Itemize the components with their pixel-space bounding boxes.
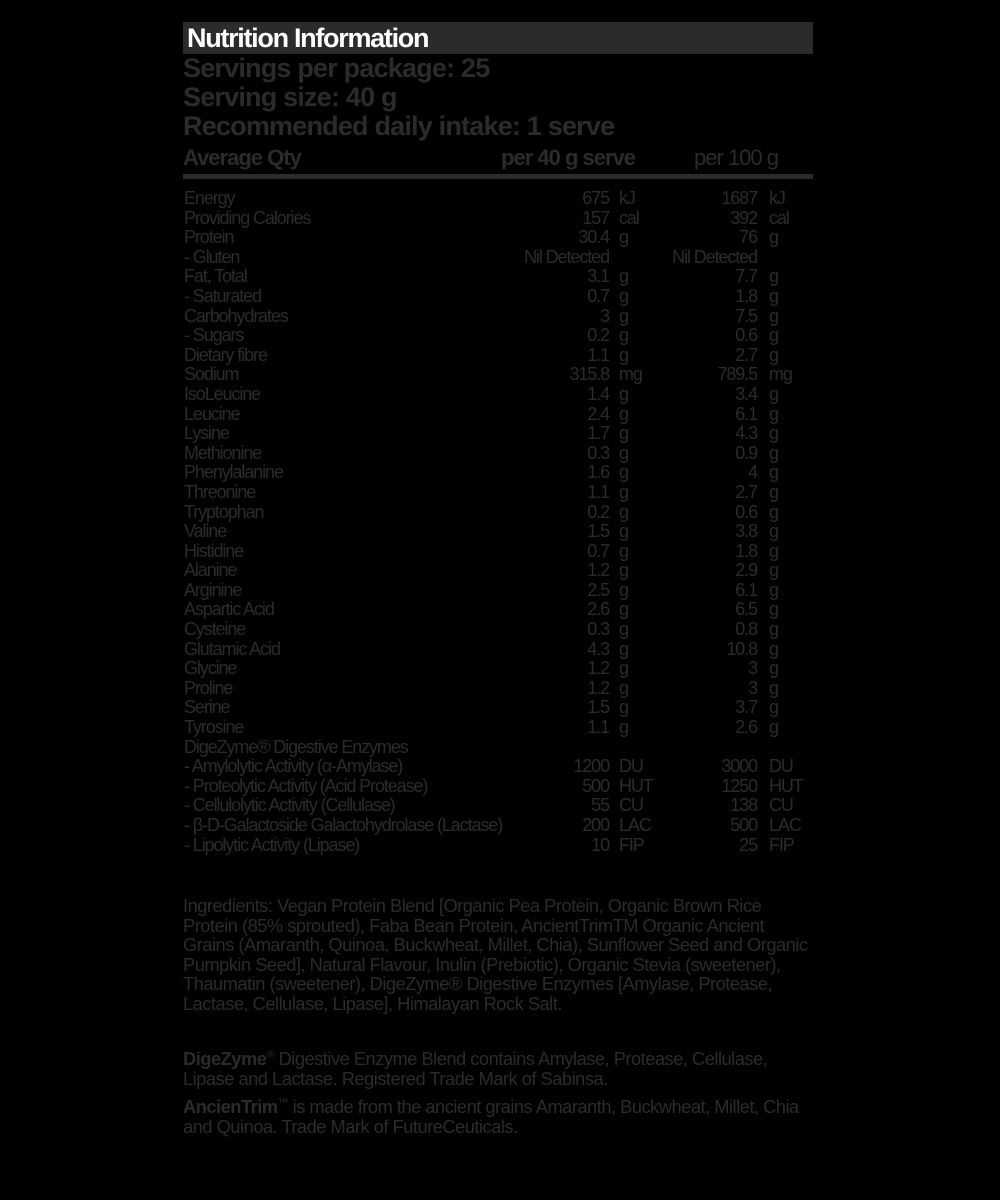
per-serve-value: 55 bbox=[591, 795, 609, 816]
per-100g-value: Nil Detected bbox=[672, 246, 757, 267]
per-serve-value: 500 bbox=[582, 775, 609, 796]
per-100g-value: 3000 bbox=[721, 756, 757, 777]
table-row bbox=[183, 267, 813, 287]
nutrient-name: Carbohydrates bbox=[184, 305, 288, 326]
per-100g-unit: g bbox=[769, 462, 778, 483]
table-row bbox=[183, 581, 813, 601]
table-row bbox=[183, 385, 813, 405]
per-100g-value: 7.5 bbox=[735, 305, 757, 326]
per-serve-value: 3 bbox=[600, 305, 609, 326]
nutrient-name: IsoLeucine bbox=[184, 383, 261, 404]
per-serve-value: 315.8 bbox=[569, 364, 609, 385]
table-row bbox=[183, 561, 813, 581]
per-serve-unit: g bbox=[619, 677, 628, 698]
table-row bbox=[183, 248, 813, 268]
table-row bbox=[183, 228, 813, 248]
per-serve-value: 1.2 bbox=[587, 658, 609, 679]
table-header bbox=[183, 143, 813, 173]
table-row bbox=[183, 679, 813, 699]
nutrient-name: Providing Calories bbox=[184, 207, 311, 228]
per-serve-unit: mg bbox=[619, 364, 642, 385]
table-row bbox=[183, 836, 813, 856]
servings-per-package: Servings per package: 25 bbox=[183, 53, 490, 83]
per-100g-unit: kJ bbox=[769, 188, 785, 208]
per-serve-value: 0.2 bbox=[587, 501, 609, 522]
per-serve-unit: DU bbox=[619, 756, 643, 777]
nutrient-name: Alanine bbox=[184, 560, 237, 581]
nutrient-name: Lysine bbox=[184, 423, 229, 444]
table-row bbox=[183, 659, 813, 679]
per-100g-unit: g bbox=[769, 717, 778, 738]
per-serve-value: 30.4 bbox=[578, 227, 609, 248]
nutrient-name: Glutamic Acid bbox=[184, 638, 280, 659]
nutrient-name: Proline bbox=[184, 677, 233, 698]
table-row bbox=[183, 640, 813, 660]
nutrient-name: Sodium bbox=[184, 364, 239, 385]
table-row bbox=[183, 444, 813, 464]
nutrition-panel bbox=[183, 22, 813, 855]
per-serve-unit: g bbox=[619, 521, 628, 542]
per-serve-value: 0.7 bbox=[587, 540, 609, 561]
per-serve-value: 1.5 bbox=[587, 521, 609, 542]
per-serve-value: 1.5 bbox=[587, 697, 609, 718]
per-100g-value: 6.1 bbox=[735, 579, 757, 600]
per-100g-unit: g bbox=[769, 344, 778, 365]
per-serve-unit: g bbox=[619, 285, 628, 306]
per-100g-value: 3.8 bbox=[735, 521, 757, 542]
table-row bbox=[183, 463, 813, 483]
per-100g-unit: g bbox=[769, 501, 778, 522]
table-row bbox=[183, 757, 813, 777]
per-100g-unit: g bbox=[769, 697, 778, 718]
ancientrim-note-text: is made from the ancient grains Amaranth, Buckwheat, Millet, Chia and Quinoa. Trade Mark of FutureCeuticals. bbox=[183, 1096, 799, 1137]
per-serve-unit: g bbox=[619, 560, 628, 581]
header-per-serve: per 40 g serve bbox=[501, 145, 635, 170]
per-serve-value: 1.2 bbox=[587, 560, 609, 581]
per-100g-value: 0.9 bbox=[735, 442, 757, 463]
nutrient-name: Methionine bbox=[184, 442, 262, 463]
per-serve-unit: g bbox=[619, 501, 628, 522]
table-row bbox=[183, 542, 813, 562]
per-serve-unit: g bbox=[619, 383, 628, 404]
table-row bbox=[183, 287, 813, 307]
table-row bbox=[183, 209, 813, 229]
per-100g-value: 4.3 bbox=[735, 423, 757, 444]
nutrient-name: Energy bbox=[184, 188, 235, 208]
serving-size: Serving size: 40 g bbox=[183, 82, 397, 112]
per-serve-unit: g bbox=[619, 305, 628, 326]
per-100g-unit: g bbox=[769, 325, 778, 346]
nutrient-name: Tyrosine bbox=[184, 717, 244, 738]
nutrient-name: Threonine bbox=[184, 481, 256, 502]
per-serve-value: 157 bbox=[582, 207, 609, 228]
per-serve-unit: g bbox=[619, 403, 628, 424]
per-serve-unit: g bbox=[619, 344, 628, 365]
nutrient-name: Dietary fibre bbox=[184, 344, 267, 365]
per-100g-value: 1687 bbox=[721, 188, 757, 208]
nutrient-name: Serine bbox=[184, 697, 230, 718]
per-100g-value: 7.7 bbox=[735, 266, 757, 287]
table-row bbox=[183, 365, 813, 385]
nutrient-name: Cysteine bbox=[184, 619, 246, 640]
per-serve-unit: g bbox=[619, 266, 628, 287]
per-100g-unit: g bbox=[769, 305, 778, 326]
table-row bbox=[183, 346, 813, 366]
per-serve-unit: g bbox=[619, 599, 628, 620]
per-100g-unit: g bbox=[769, 403, 778, 424]
per-serve-value: 1.1 bbox=[587, 344, 609, 365]
nutrient-name: - Amylolytic Activity (α-Amylase) bbox=[184, 756, 403, 777]
table-row bbox=[183, 503, 813, 523]
digezyme-note-text: Digestive Enzyme Blend contains Amylase, Protease, Cellulase, Lipase and Lactase. Registered Trade Mark of Sabinsa. bbox=[183, 1048, 768, 1089]
per-serve-value: 1.7 bbox=[587, 423, 609, 444]
title-bar bbox=[183, 22, 813, 54]
per-100g-unit: FIP bbox=[769, 834, 794, 855]
per-100g-unit: g bbox=[769, 658, 778, 679]
nutrient-name: Arginine bbox=[184, 579, 242, 600]
per-serve-unit: HUT bbox=[619, 775, 653, 796]
per-100g-value: 76 bbox=[739, 227, 757, 248]
per-100g-value: 3.7 bbox=[735, 697, 757, 718]
per-100g-value: 392 bbox=[730, 207, 757, 228]
per-serve-unit: g bbox=[619, 579, 628, 600]
per-serve-value: 4.3 bbox=[587, 638, 609, 659]
per-serve-unit: cal bbox=[619, 207, 639, 228]
per-100g-value: 25 bbox=[739, 834, 757, 855]
per-serve-unit: g bbox=[619, 481, 628, 502]
per-100g-value: 0.6 bbox=[735, 501, 757, 522]
per-serve-unit: g bbox=[619, 619, 628, 640]
per-100g-unit: CU bbox=[769, 795, 793, 816]
per-serve-value: 0.3 bbox=[587, 442, 609, 463]
per-100g-unit: g bbox=[769, 266, 778, 287]
table-row bbox=[183, 718, 813, 738]
per-serve-unit: g bbox=[619, 638, 628, 659]
nutrient-name: Fat, Total bbox=[184, 266, 247, 287]
per-100g-value: 2.9 bbox=[735, 560, 757, 581]
per-100g-unit: cal bbox=[769, 207, 789, 228]
per-serve-value: 1200 bbox=[573, 756, 609, 777]
nutrient-name: Glycine bbox=[184, 658, 237, 679]
per-100g-value: 6.5 bbox=[735, 599, 757, 620]
per-serve-unit: g bbox=[619, 540, 628, 561]
per-100g-unit: g bbox=[769, 423, 778, 444]
trademark-mark: ™ bbox=[277, 1096, 289, 1109]
per-100g-value: 3 bbox=[748, 677, 757, 698]
table-row bbox=[183, 698, 813, 718]
per-100g-unit: g bbox=[769, 638, 778, 659]
nutrient-table bbox=[183, 189, 813, 855]
per-serve-value: Nil Detected bbox=[524, 246, 609, 267]
nutrient-name: Aspartic Acid bbox=[184, 599, 274, 620]
per-100g-value: 1.8 bbox=[735, 285, 757, 306]
per-serve-unit: g bbox=[619, 227, 628, 248]
table-row bbox=[183, 796, 813, 816]
per-100g-unit: g bbox=[769, 442, 778, 463]
nutrient-name: Tryptophan bbox=[184, 501, 264, 522]
digezyme-note bbox=[183, 1049, 818, 1088]
table-row bbox=[183, 326, 813, 346]
per-100g-value: 10.8 bbox=[726, 638, 757, 659]
recommended-intake: Recommended daily intake: 1 serve bbox=[183, 111, 615, 141]
table-row bbox=[183, 189, 813, 209]
nutrient-name: - Sugars bbox=[184, 325, 244, 346]
per-serve-value: 0.7 bbox=[587, 285, 609, 306]
per-serve-unit: g bbox=[619, 325, 628, 346]
per-serve-value: 2.5 bbox=[587, 579, 609, 600]
per-100g-unit: g bbox=[769, 481, 778, 502]
table-row bbox=[183, 522, 813, 542]
header-average-qty: Average Qty bbox=[183, 145, 301, 170]
nutrient-name: Protein bbox=[184, 227, 234, 248]
per-100g-unit: g bbox=[769, 540, 778, 561]
table-row bbox=[183, 600, 813, 620]
per-serve-value: 10 bbox=[591, 834, 609, 855]
header-per-100g: per 100 g bbox=[694, 145, 778, 170]
per-100g-value: 4 bbox=[748, 462, 757, 483]
per-100g-value: 1.8 bbox=[735, 540, 757, 561]
per-100g-value: 2.7 bbox=[735, 344, 757, 365]
nutrient-name: - Proteolytic Activity (Acid Protease) bbox=[184, 775, 428, 796]
per-100g-value: 500 bbox=[730, 815, 757, 835]
per-serve-value: 0.3 bbox=[587, 619, 609, 640]
ancientrim-note bbox=[183, 1097, 818, 1136]
per-100g-unit: HUT bbox=[769, 775, 803, 796]
per-100g-value: 789.5 bbox=[717, 364, 757, 385]
per-serve-value: 2.4 bbox=[587, 403, 609, 424]
per-serve-value: 1.4 bbox=[587, 383, 609, 404]
nutrient-name: Leucine bbox=[184, 403, 240, 424]
per-100g-value: 138 bbox=[730, 795, 757, 816]
per-serve-unit: LAC bbox=[619, 815, 651, 835]
per-100g-value: 1250 bbox=[721, 775, 757, 796]
per-100g-unit: g bbox=[769, 579, 778, 600]
per-serve-value: 1.1 bbox=[587, 717, 609, 738]
registered-mark: ® bbox=[266, 1048, 274, 1061]
per-100g-value: 2.6 bbox=[735, 717, 757, 738]
per-100g-value: 0.8 bbox=[735, 619, 757, 640]
nutrient-name: - Gluten bbox=[184, 246, 240, 267]
panel-title: Nutrition Information bbox=[187, 23, 429, 53]
nutrient-name: - β-D-Galactoside Galactohydrolase (Lactase) bbox=[184, 815, 503, 835]
table-row bbox=[183, 483, 813, 503]
per-100g-value: 3 bbox=[748, 658, 757, 679]
per-serve-value: 1.6 bbox=[587, 462, 609, 483]
per-100g-unit: g bbox=[769, 619, 778, 640]
per-serve-value: 0.2 bbox=[587, 325, 609, 346]
per-serve-value: 3.1 bbox=[587, 266, 609, 287]
nutrient-name: Valine bbox=[184, 521, 227, 542]
nutrient-name: - Cellulolytic Activity (Cellulase) bbox=[184, 795, 395, 816]
per-100g-unit: mg bbox=[769, 364, 792, 385]
per-serve-value: 200 bbox=[582, 815, 609, 835]
per-100g-unit: g bbox=[769, 560, 778, 581]
nutrient-name: DigeZyme® Digestive Enzymes bbox=[184, 736, 408, 757]
ingredients-text: Ingredients: Vegan Protein Blend [Organic Pea Protein, Organic Brown Rice Protein (85% sprouted), Faba Bean Protein, AncientTrimTM Organic Ancient Grains (Amaranth, Quinoa, Buckwheat, Millet, Chia), Sunflower Seed and Organic Pumpkin Seed], Natural Flavour, Inulin (Prebiotic), Organic Stevia (sweetener), Thaumatin (sweetener), DigeZyme® Digestive Enzymes [Amylase, Protease, Lactase, Cellulase, Lipase], Himalayan Rock Salt. bbox=[183, 895, 808, 1014]
per-serve-value: 2.6 bbox=[587, 599, 609, 620]
per-serve-unit: g bbox=[619, 423, 628, 444]
ancientrim-brand: AncienTrim bbox=[183, 1096, 278, 1117]
per-serve-unit: FIP bbox=[619, 834, 644, 855]
per-100g-value: 3.4 bbox=[735, 383, 757, 404]
digezyme-brand: DigeZyme bbox=[183, 1048, 267, 1069]
nutrient-name: - Lipolytic Activity (Lipase) bbox=[184, 834, 360, 855]
nutrient-name: - Saturated bbox=[184, 285, 261, 306]
per-100g-unit: g bbox=[769, 285, 778, 306]
per-100g-unit: g bbox=[769, 227, 778, 248]
per-serve-value: 1.2 bbox=[587, 677, 609, 698]
per-100g-unit: LAC bbox=[769, 815, 801, 835]
per-serve-unit: g bbox=[619, 462, 628, 483]
nutrient-name: Phenylalanine bbox=[184, 462, 283, 483]
nutrient-name: Histidine bbox=[184, 540, 244, 561]
table-row bbox=[183, 405, 813, 425]
table-row bbox=[183, 816, 813, 836]
table-row bbox=[183, 424, 813, 444]
table-row bbox=[183, 777, 813, 797]
per-100g-unit: g bbox=[769, 599, 778, 620]
per-100g-unit: DU bbox=[769, 756, 793, 777]
per-serve-unit: g bbox=[619, 697, 628, 718]
table-row bbox=[183, 620, 813, 640]
per-serve-unit: CU bbox=[619, 795, 643, 816]
table-row bbox=[183, 738, 813, 758]
per-serve-unit: kJ bbox=[619, 188, 635, 208]
per-serve-unit: g bbox=[619, 658, 628, 679]
per-100g-value: 2.7 bbox=[735, 481, 757, 502]
table-row bbox=[183, 307, 813, 327]
per-100g-unit: g bbox=[769, 521, 778, 542]
per-100g-unit: g bbox=[769, 383, 778, 404]
per-100g-value: 6.1 bbox=[735, 403, 757, 424]
per-serve-unit: g bbox=[619, 442, 628, 463]
per-serve-unit: g bbox=[619, 717, 628, 738]
per-serve-value: 1.1 bbox=[587, 481, 609, 502]
per-100g-value: 0.6 bbox=[735, 325, 757, 346]
per-serve-value: 675 bbox=[582, 188, 609, 208]
header-rule bbox=[183, 174, 813, 179]
per-100g-unit: g bbox=[769, 677, 778, 698]
